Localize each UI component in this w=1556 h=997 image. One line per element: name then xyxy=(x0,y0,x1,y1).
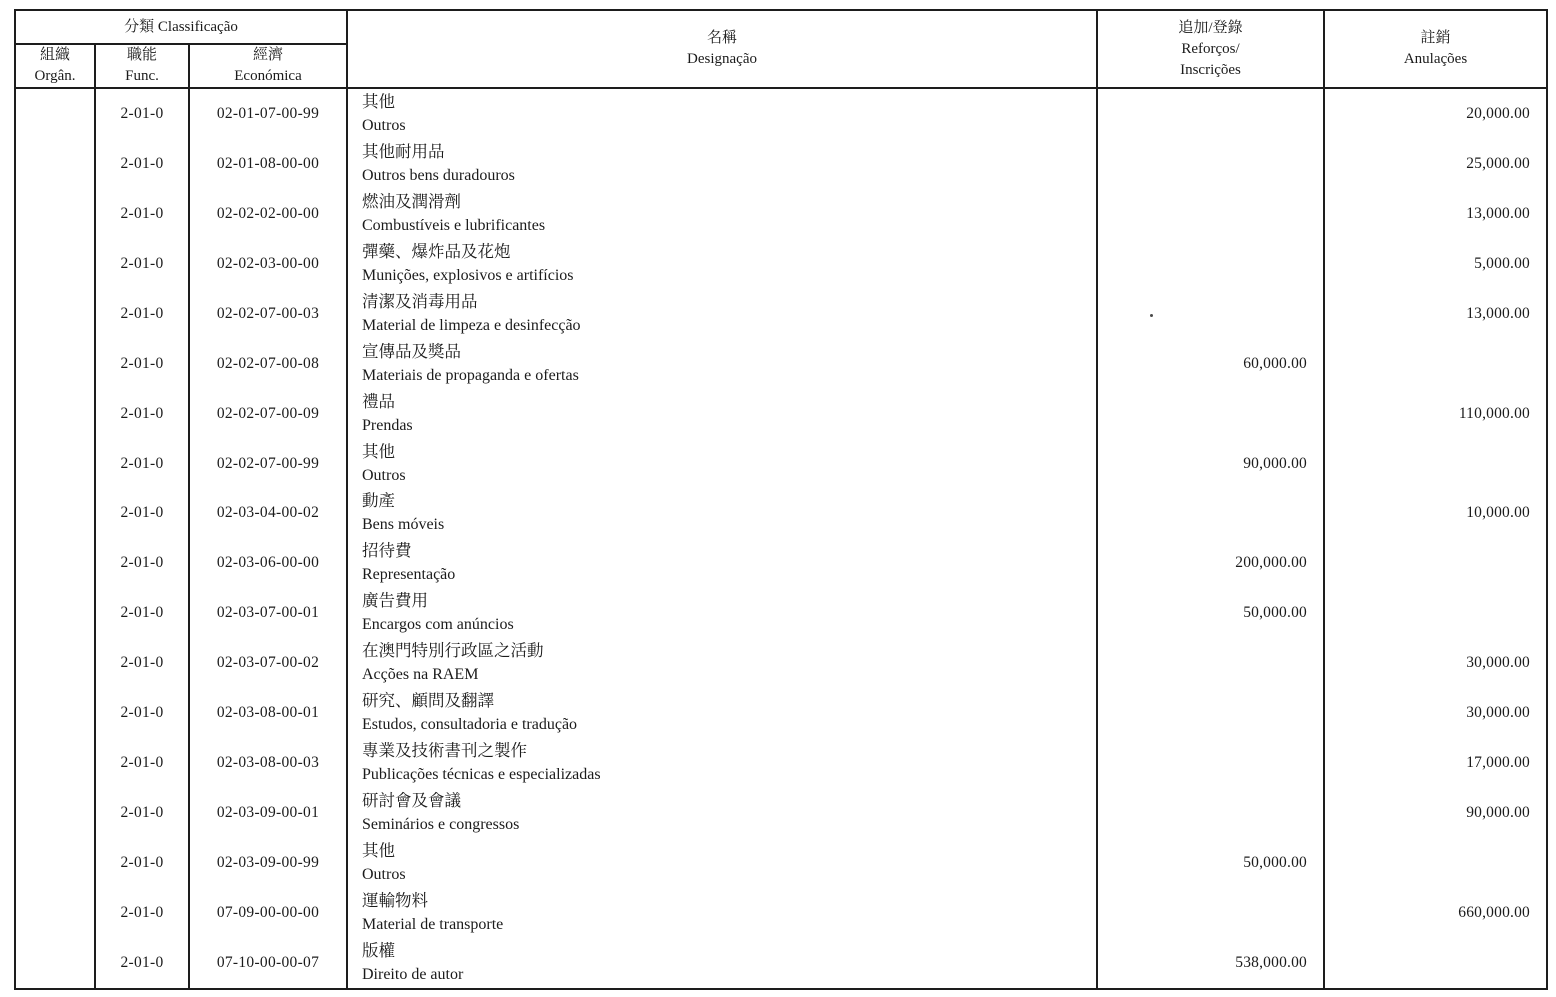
header-annulments xyxy=(1325,11,1546,87)
cell-func-code: 2-01-0 xyxy=(96,489,190,539)
cell-economic-code: 02-03-09-00-99 xyxy=(190,838,348,888)
cell-economic-code: 02-03-04-00-02 xyxy=(190,489,348,539)
cell-organ-code xyxy=(16,389,96,439)
cell-designation xyxy=(348,489,1098,539)
cell-economic-code: 02-03-07-00-01 xyxy=(190,588,348,638)
header-designation xyxy=(348,11,1098,87)
cell-annulment-amount xyxy=(1325,538,1546,588)
table-row xyxy=(16,738,1546,788)
cell-func-code: 2-01-0 xyxy=(96,888,190,938)
cell-func-code: 2-01-0 xyxy=(96,289,190,339)
cell-economic-code: 02-02-07-00-08 xyxy=(190,339,348,389)
cell-reinforcement-amount xyxy=(1098,389,1325,439)
cell-designation xyxy=(348,189,1098,239)
cell-organ-code xyxy=(16,588,96,638)
designation-zh: 研究、顧問及翻譯 xyxy=(362,691,494,711)
cell-reinforcement-amount: 90,000.00 xyxy=(1098,439,1325,489)
cell-annulment-amount xyxy=(1325,938,1546,988)
cell-annulment-amount: 20,000.00 xyxy=(1466,104,1530,122)
cell-func-code: 2-01-0 xyxy=(96,588,190,638)
designation-zh: 其他 xyxy=(362,841,395,861)
cell-reinforcement-amount xyxy=(1098,289,1325,339)
cell-designation xyxy=(348,738,1098,788)
cell-economic-code: 02-02-07-00-09 xyxy=(190,389,348,439)
cell-organ-code xyxy=(16,139,96,189)
cell-reinforcement-amount xyxy=(1098,788,1325,838)
cell-economic-code: 07-09-00-00-00 xyxy=(190,888,348,938)
designation-pt: Encargos com anúncios xyxy=(362,616,514,634)
cell-reinforcement-amount: 50,000.00 xyxy=(1098,838,1325,888)
cell-annulment-amount xyxy=(1325,439,1546,489)
cell-func-code: 2-01-0 xyxy=(96,189,190,239)
header-economic-pt: Económica xyxy=(234,68,302,84)
designation-zh: 燃油及潤滑劑 xyxy=(362,191,461,211)
table-row xyxy=(16,938,1546,988)
cell-annulment-amount xyxy=(1325,339,1546,389)
cell-reinforcement-amount: 538,000.00 xyxy=(1098,938,1325,988)
cell-reinforcement-amount xyxy=(1098,738,1325,788)
designation-zh: 廣告費用 xyxy=(362,591,428,611)
cell-annulment-amount xyxy=(1325,588,1546,638)
cell-designation xyxy=(348,538,1098,588)
header-reinforcements-pt2: Inscrições xyxy=(1180,61,1241,78)
cell-reinforcement-amount xyxy=(1098,239,1325,289)
cell-designation xyxy=(348,289,1098,339)
designation-zh: 運輸物料 xyxy=(362,890,428,910)
designation-pt: Estudos, consultadoria e tradução xyxy=(362,716,578,734)
header-organ xyxy=(16,45,96,87)
cell-func-code: 2-01-0 xyxy=(96,89,190,139)
cell-func-code: 2-01-0 xyxy=(96,688,190,738)
cell-func-code: 2-01-0 xyxy=(96,339,190,389)
cell-organ-code xyxy=(16,89,96,139)
cell-func-code: 2-01-0 xyxy=(96,788,190,838)
table-row xyxy=(16,389,1546,439)
cell-organ-code xyxy=(16,838,96,888)
cell-organ-code xyxy=(16,788,96,838)
cell-func-code: 2-01-0 xyxy=(96,239,190,289)
cell-designation xyxy=(348,139,1098,189)
table-row xyxy=(16,489,1546,539)
cell-organ-code xyxy=(16,439,96,489)
cell-designation xyxy=(348,439,1098,489)
cell-organ-code xyxy=(16,638,96,688)
table-row xyxy=(16,339,1546,389)
designation-zh: 研討會及會議 xyxy=(362,791,461,811)
table-row xyxy=(16,588,1546,638)
cell-economic-code: 02-01-08-00-00 xyxy=(190,139,348,189)
designation-zh: 動產 xyxy=(362,491,395,511)
cell-organ-code xyxy=(16,538,96,588)
cell-reinforcement-amount xyxy=(1098,189,1325,239)
cell-economic-code: 02-03-08-00-03 xyxy=(190,738,348,788)
header-func xyxy=(96,45,190,87)
cell-reinforcement-amount: 200,000.00 xyxy=(1098,538,1325,588)
table-row xyxy=(16,189,1546,239)
cell-annulment-amount: 30,000.00 xyxy=(1466,654,1530,672)
designation-zh: 彈藥、爆炸品及花炮 xyxy=(362,241,511,261)
cell-economic-code: 02-03-06-00-00 xyxy=(190,538,348,588)
table-row xyxy=(16,439,1546,489)
cell-designation xyxy=(348,389,1098,439)
cell-func-code: 2-01-0 xyxy=(96,638,190,688)
cell-organ-code xyxy=(16,688,96,738)
designation-zh: 其他耐用品 xyxy=(362,141,445,161)
cell-annulment-amount: 13,000.00 xyxy=(1466,304,1530,322)
cell-func-code: 2-01-0 xyxy=(96,389,190,439)
cell-economic-code: 02-03-08-00-01 xyxy=(190,688,348,738)
cell-designation xyxy=(348,638,1098,688)
cell-reinforcement-amount xyxy=(1098,638,1325,688)
cell-economic-code: 02-02-07-00-99 xyxy=(190,439,348,489)
cell-annulment-amount: 660,000.00 xyxy=(1458,903,1530,921)
header-reinforcements-pt1: Reforços/ xyxy=(1181,40,1240,57)
cell-reinforcement-amount xyxy=(1098,688,1325,738)
cell-annulment-amount: 110,000.00 xyxy=(1458,404,1530,422)
table-body xyxy=(16,89,1546,988)
designation-pt: Material de transporte xyxy=(362,915,504,933)
cell-economic-code: 02-03-09-00-01 xyxy=(190,788,348,838)
table-row xyxy=(16,788,1546,838)
header-designation-zh: 名稱 xyxy=(706,30,737,46)
designation-pt: Seminários e congressos xyxy=(362,816,520,834)
cell-annulment-amount: 17,000.00 xyxy=(1466,754,1530,772)
cell-annulment-amount: 10,000.00 xyxy=(1466,504,1530,522)
header-organ-pt: Orgân. xyxy=(34,68,76,84)
designation-pt: Munições, explosivos e artifícios xyxy=(362,266,574,284)
designation-pt: Representação xyxy=(362,566,456,584)
designation-pt: Combustíveis e lubrificantes xyxy=(362,216,546,234)
designation-pt: Outros bens duradouros xyxy=(362,166,515,184)
cell-reinforcement-amount xyxy=(1098,89,1325,139)
designation-pt: Outros xyxy=(362,116,406,134)
table-header xyxy=(16,11,1546,89)
cell-func-code: 2-01-0 xyxy=(96,538,190,588)
designation-zh: 在澳門特別行政區之活動 xyxy=(362,641,544,661)
cell-designation xyxy=(348,339,1098,389)
header-annulments-pt: Anulações xyxy=(1403,51,1468,67)
cell-economic-code: 02-02-02-00-00 xyxy=(190,189,348,239)
header-designation-pt: Designação xyxy=(687,51,757,67)
cell-func-code: 2-01-0 xyxy=(96,938,190,988)
cell-designation xyxy=(348,938,1098,988)
designation-zh: 其他 xyxy=(362,441,395,461)
cell-reinforcement-amount: 50,000.00 xyxy=(1098,588,1325,638)
cell-economic-code: 02-02-07-00-03 xyxy=(190,289,348,339)
table-row xyxy=(16,139,1546,189)
cell-designation xyxy=(348,588,1098,638)
header-func-pt: Func. xyxy=(125,68,159,84)
designation-pt: Material de limpeza e desinfecção xyxy=(362,316,581,334)
table-row xyxy=(16,289,1546,339)
table-row xyxy=(16,638,1546,688)
cell-annulment-amount: 5,000.00 xyxy=(1474,254,1530,272)
cell-annulment-amount: 30,000.00 xyxy=(1466,704,1530,722)
header-economic-zh: 經濟 xyxy=(252,47,283,63)
designation-pt: Publicações técnicas e especializadas xyxy=(362,766,601,784)
designation-zh: 版權 xyxy=(362,940,395,960)
designation-pt: Direito de autor xyxy=(362,965,464,983)
header-func-zh: 職能 xyxy=(126,47,157,63)
cell-organ-code xyxy=(16,738,96,788)
cell-reinforcement-amount: 60,000.00 xyxy=(1098,339,1325,389)
table-row xyxy=(16,538,1546,588)
cell-annulment-amount: 25,000.00 xyxy=(1466,154,1530,172)
header-classification-label: 分類 Classificação xyxy=(124,18,238,35)
cell-reinforcement-amount xyxy=(1098,139,1325,189)
cell-organ-code xyxy=(16,888,96,938)
table-row xyxy=(16,888,1546,938)
table-row xyxy=(16,838,1546,888)
designation-pt: Materiais de propaganda e ofertas xyxy=(362,366,579,384)
cell-organ-code xyxy=(16,289,96,339)
cell-func-code: 2-01-0 xyxy=(96,139,190,189)
cell-organ-code xyxy=(16,938,96,988)
cell-organ-code xyxy=(16,339,96,389)
cell-economic-code: 02-01-07-00-99 xyxy=(190,89,348,139)
cell-annulment-amount xyxy=(1325,838,1546,888)
cell-reinforcement-amount xyxy=(1098,489,1325,539)
cell-economic-code: 02-02-03-00-00 xyxy=(190,239,348,289)
designation-pt: Outros xyxy=(362,866,406,884)
cell-designation xyxy=(348,688,1098,738)
cell-economic-code: 07-10-00-00-07 xyxy=(190,938,348,988)
cell-annulment-amount: 90,000.00 xyxy=(1466,804,1530,822)
designation-zh: 招待費 xyxy=(362,541,412,561)
cell-designation xyxy=(348,888,1098,938)
designation-pt: Bens móveis xyxy=(362,516,445,534)
table-row xyxy=(16,239,1546,289)
header-classification xyxy=(16,11,348,45)
header-annulments-zh: 註銷 xyxy=(1420,30,1451,46)
designation-zh: 禮品 xyxy=(362,391,395,411)
cell-designation xyxy=(348,838,1098,888)
designation-zh: 清潔及消毒用品 xyxy=(362,291,478,311)
cell-annulment-amount: 13,000.00 xyxy=(1466,204,1530,222)
cell-organ-code xyxy=(16,239,96,289)
designation-pt: Prendas xyxy=(362,416,413,434)
cell-organ-code xyxy=(16,189,96,239)
designation-pt: Outros xyxy=(362,466,406,484)
cell-reinforcement-amount xyxy=(1098,888,1325,938)
cell-func-code: 2-01-0 xyxy=(96,738,190,788)
designation-pt: Acções na RAEM xyxy=(362,666,479,684)
budget-table xyxy=(14,9,1548,990)
cell-designation xyxy=(348,239,1098,289)
designation-zh: 宣傳品及獎品 xyxy=(362,341,461,361)
scan-speckle xyxy=(1150,314,1153,317)
designation-zh: 其他 xyxy=(362,91,395,111)
header-reinforcements xyxy=(1098,11,1325,87)
table-row xyxy=(16,688,1546,738)
cell-func-code: 2-01-0 xyxy=(96,838,190,888)
cell-func-code: 2-01-0 xyxy=(96,439,190,489)
cell-organ-code xyxy=(16,489,96,539)
cell-designation xyxy=(348,89,1098,139)
cell-designation xyxy=(348,788,1098,838)
designation-zh: 專業及技術書刊之製作 xyxy=(362,741,527,761)
header-organ-zh: 組織 xyxy=(39,47,70,63)
cell-economic-code: 02-03-07-00-02 xyxy=(190,638,348,688)
table-row xyxy=(16,89,1546,139)
header-economic xyxy=(190,45,348,87)
header-reinforcements-zh: 追加/登錄 xyxy=(1178,19,1243,36)
